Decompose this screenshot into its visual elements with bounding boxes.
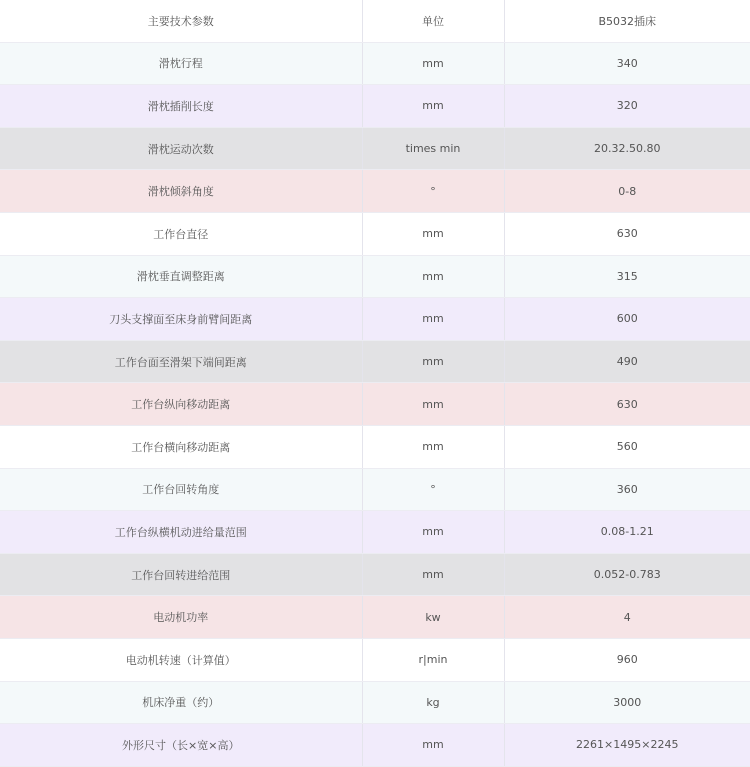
header-unit: 单位 [362,0,504,42]
table-row [0,468,750,511]
table-row [0,425,750,468]
unit-cell: mm [362,724,504,767]
value-cell: 600 [504,298,750,341]
unit-cell: mm [362,340,504,383]
value-cell: 4 [504,596,750,639]
value-cell: 320 [504,85,750,128]
param-cell: 滑枕插削长度 [0,85,362,128]
param-cell: 滑枕倾斜角度 [0,170,362,213]
param-cell: 电动机转速（计算值） [0,638,362,681]
value-cell: 0-8 [504,170,750,213]
table-row [0,596,750,639]
value-cell: 3000 [504,681,750,724]
table-row [0,212,750,255]
param-cell: 工作台横向移动距离 [0,425,362,468]
table-row [0,340,750,383]
unit-cell: kw [362,596,504,639]
table-row [0,170,750,213]
unit-cell: times min [362,127,504,170]
table-row [0,553,750,596]
param-cell: 外形尺寸（长×宽×高） [0,724,362,767]
unit-cell: kg [362,681,504,724]
param-cell: 工作台纵横机动进给量范围 [0,511,362,554]
unit-cell: mm [362,511,504,554]
param-cell: 刀头支撑面至床身前臂间距离 [0,298,362,341]
param-cell: 滑枕行程 [0,42,362,85]
header-param: 主要技术参数 [0,0,362,42]
value-cell: 490 [504,340,750,383]
table-row [0,681,750,724]
unit-cell: ° [362,170,504,213]
table-row [0,298,750,341]
value-cell: 20.32.50.80 [504,127,750,170]
table-row [0,724,750,767]
unit-cell: ° [362,468,504,511]
value-cell: 0.052-0.783 [504,553,750,596]
param-cell: 工作台纵向移动距离 [0,383,362,426]
table-row [0,127,750,170]
unit-cell: mm [362,85,504,128]
unit-cell: mm [362,255,504,298]
value-cell: 2261×1495×2245 [504,724,750,767]
param-cell: 工作台回转进给范围 [0,553,362,596]
param-cell: 滑枕运动次数 [0,127,362,170]
unit-cell: mm [362,553,504,596]
param-cell: 工作台直径 [0,212,362,255]
value-cell: 960 [504,638,750,681]
param-cell: 电动机功率 [0,596,362,639]
value-cell: 560 [504,425,750,468]
table-row [0,42,750,85]
unit-cell: mm [362,383,504,426]
param-cell: 机床净重（约） [0,681,362,724]
value-cell: 340 [504,42,750,85]
table-row [0,255,750,298]
value-cell: 630 [504,212,750,255]
table-row [0,638,750,681]
param-cell: 工作台回转角度 [0,468,362,511]
value-cell: 0.08-1.21 [504,511,750,554]
value-cell: 360 [504,468,750,511]
table-row [0,511,750,554]
unit-cell: mm [362,425,504,468]
table-row [0,383,750,426]
param-cell: 滑枕垂直调整距离 [0,255,362,298]
unit-cell: r|min [362,638,504,681]
param-cell: 工作台面至滑架下端间距离 [0,340,362,383]
table-header-row [0,0,750,42]
header-value: B5032插床 [504,0,750,42]
value-cell: 315 [504,255,750,298]
unit-cell: mm [362,212,504,255]
unit-cell: mm [362,42,504,85]
unit-cell: mm [362,298,504,341]
table-row [0,85,750,128]
value-cell: 630 [504,383,750,426]
